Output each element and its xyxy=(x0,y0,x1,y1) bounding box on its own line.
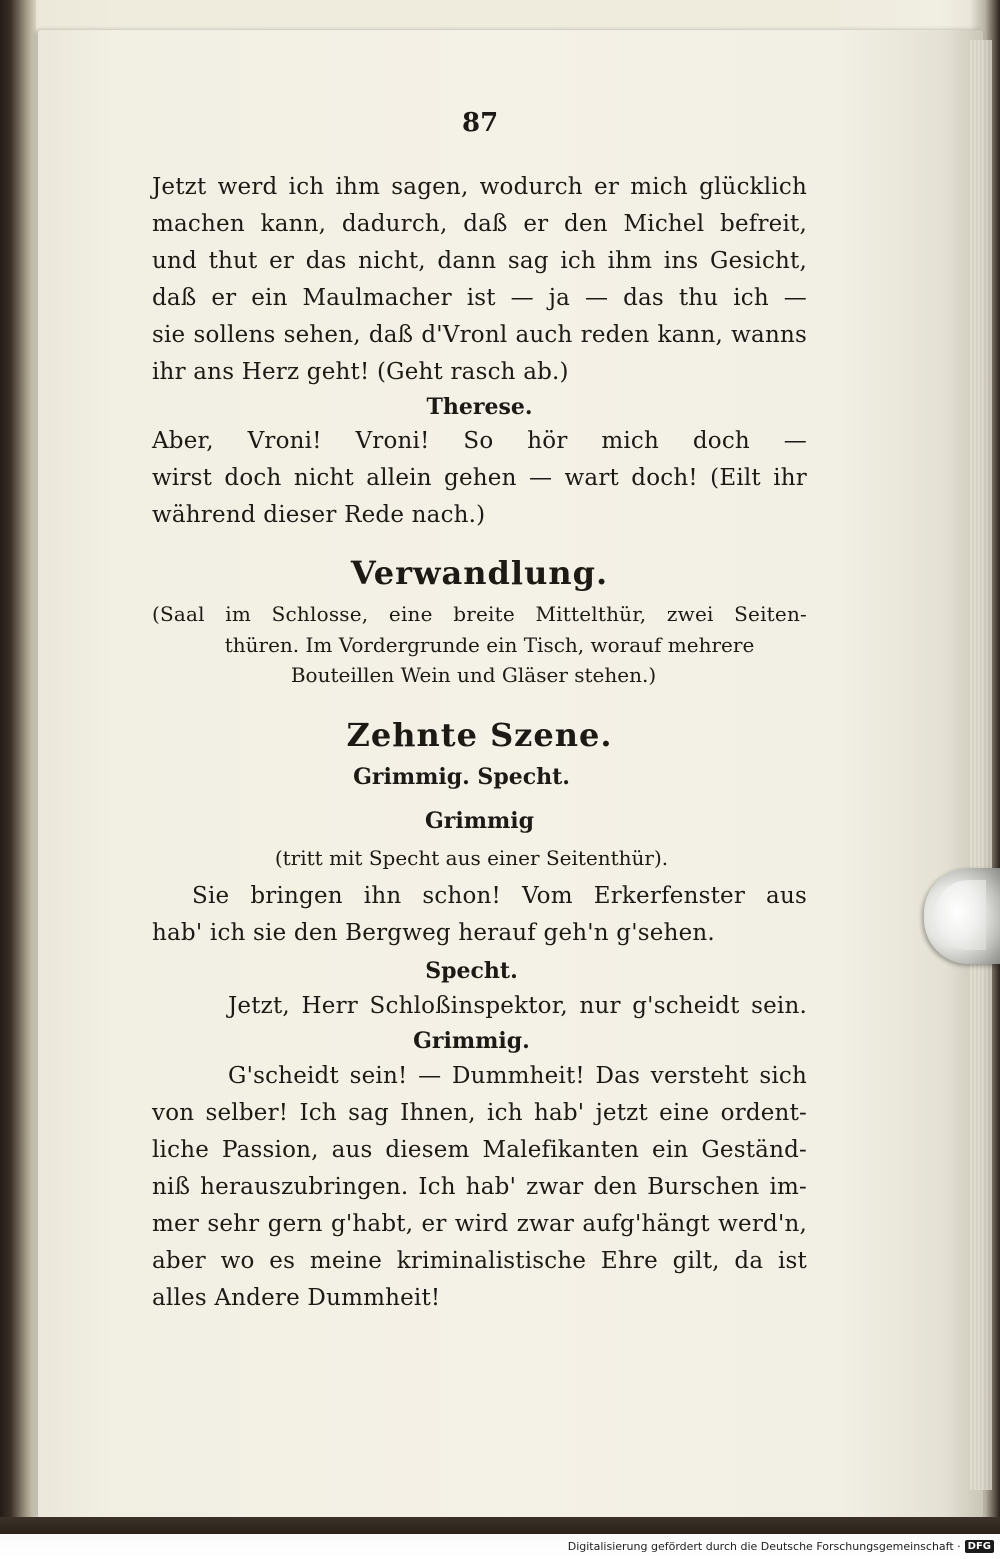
stage-direction: (tritt mit Specht aus einer Seitenthür). xyxy=(274,846,669,870)
text-line: von selber! Ich sag Ihnen, ich hab' jetzt eine ordent- xyxy=(152,1100,807,1126)
stage-direction-line: (Saal im Schlosse, eine breite Mittelthür, zwei Seiten- xyxy=(152,602,807,626)
text-line: daß er ein Maulmacher ist — ja — das thu ich — xyxy=(152,285,807,311)
text-line: Sie bringen ihn schon! Vom Erkerfenster aus xyxy=(192,883,807,909)
page-tab-highlight xyxy=(934,880,986,950)
text-line: Jetzt werd ich ihm sagen, wodurch er mich glücklich xyxy=(152,174,807,200)
stage-direction-line: Bouteillen Wein und Gläser stehen.) xyxy=(290,663,657,687)
text-line: ihr ans Herz geht! (Geht rasch ab.) xyxy=(152,359,569,385)
text-line: liche Passion, aus diesem Malefikanten ein Geständ- xyxy=(152,1137,807,1163)
heading-verwandlung: Verwandlung. xyxy=(350,554,609,592)
stage-direction-line: thüren. Im Vordergrunde ein Tisch, worauf mehrere xyxy=(224,633,755,657)
speaker-grimmig-2: Grimmig. xyxy=(413,1028,530,1054)
text-line: während dieser Rede nach.) xyxy=(152,502,486,528)
text-line: G'scheidt sein! — Dummheit! Das versteht sich xyxy=(228,1063,807,1089)
text-line: mer sehr gern g'habt, er wird zwar aufg'hängt werd'n, xyxy=(152,1211,807,1237)
footer-credit-text: Digitalisierung gefördert durch die Deutsche Forschungsgemeinschaft · xyxy=(567,1540,961,1553)
heading-scene: Zehnte Szene. xyxy=(346,716,613,754)
speaker-specht: Specht. xyxy=(425,958,518,984)
text-line: alles Andere Dummheit! xyxy=(152,1285,441,1311)
text-line: wirst doch nicht allein gehen — wart doch! (Eilt ihr xyxy=(152,465,807,491)
scene-persons: Grimmig. Specht. xyxy=(353,764,570,790)
text-line: machen kann, dadurch, daß er den Michel befreit, xyxy=(152,211,807,237)
text-line: Jetzt, Herr Schloßinspektor, nur g'scheidt sein. xyxy=(228,993,807,1019)
page-tab xyxy=(924,868,1000,964)
dfg-logo: DFG xyxy=(965,1540,994,1553)
footer-credit xyxy=(568,1540,994,1553)
text-line: aber wo es meine kriminalistische Ehre gilt, da ist xyxy=(152,1248,807,1274)
speaker-therese: Therese. xyxy=(426,394,533,420)
page-stack-edges xyxy=(970,40,992,1490)
left-page-edge xyxy=(0,0,36,1559)
speaker-grimmig: Grimmig xyxy=(424,808,535,834)
page-number: 87 xyxy=(462,108,499,138)
text-line: hab' ich sie den Bergweg herauf geh'n g'sehen. xyxy=(152,920,715,946)
text-line: niß herauszubringen. Ich hab' zwar den Burschen im- xyxy=(152,1174,807,1200)
text-line: Aber, Vroni! Vroni! So hör mich doch — xyxy=(152,428,807,454)
text-line: sie sollens sehen, daß d'Vronl auch reden kann, wanns xyxy=(152,322,807,348)
text-line: und thut er das nicht, dann sag ich ihm ins Gesicht, xyxy=(152,248,807,274)
